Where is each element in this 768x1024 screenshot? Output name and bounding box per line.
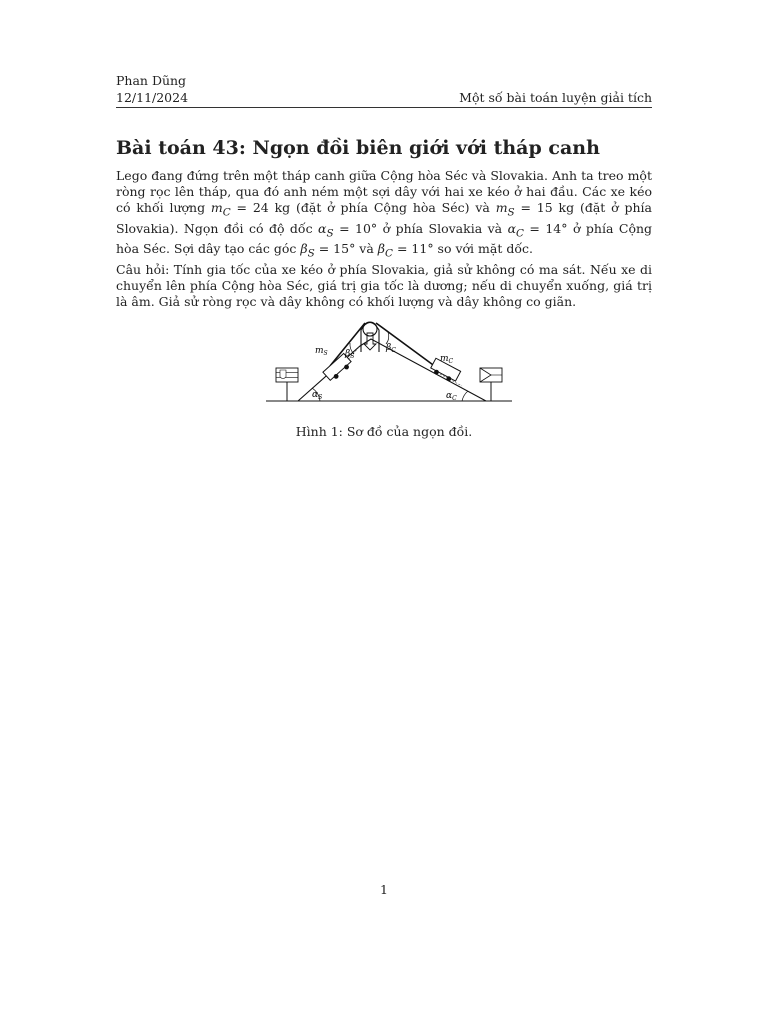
alpha-c-arc bbox=[462, 391, 468, 401]
problem-statement: Lego đang đứng trên một tháp canh giữa Cộng hòa Séc và Slovakia. Anh ta treo một ròng rọc lên tháp, qua đó anh ném một sợi dây với hai xe kéo ở hai đầu. Các xe kéo có khối lượng $m_C = 24$ kg (đặt ở phía Cộng hòa Séc) và $m_S = 15$ kg (đặt ở phía Slovakia). Ngọn đồi có độ dốc $\alpha_S = 10^\circ$ ở phía Slovakia và $\alpha_C = 14^\circ$ ở phía Cộng hòa Séc. Sợi dây tạo các góc $\beta_S = 15^\circ$ và $\beta_C = 11^\circ$ so với mặt dốc. bbox=[116, 168, 653, 260]
figure-caption: Hình 1: Sơ đồ của ngọn đồi. bbox=[295, 424, 473, 439]
hill-diagram bbox=[262, 312, 514, 408]
flag-czech bbox=[480, 368, 502, 401]
label-alpha-c: $\alpha_C$ bbox=[446, 391, 457, 402]
label-m-c: $m_C$ bbox=[440, 354, 454, 365]
flag-slovakia bbox=[276, 368, 298, 401]
label-m-s: $m_S$ bbox=[315, 346, 328, 357]
label-alpha-s: $\alpha_S$ bbox=[312, 390, 323, 401]
flag-slovakia-frame bbox=[276, 368, 298, 382]
flag-slovakia-emblem-icon bbox=[280, 370, 286, 379]
problem-title: Bài toán 43: Ngọn đồi biên giới với tháp canh bbox=[116, 137, 600, 159]
document-date: 12/11/2024 bbox=[116, 90, 189, 105]
header-rule bbox=[116, 107, 652, 108]
page-number: 1 bbox=[380, 882, 388, 897]
course-title: Một số bài toán luyện giải tích bbox=[459, 90, 652, 105]
label-beta-s: $\beta_S$ bbox=[345, 349, 355, 360]
header-left bbox=[116, 72, 188, 106]
author-name: Phan Dũng bbox=[116, 73, 187, 88]
problem-question: Câu hỏi: Tính gia tốc của xe kéo ở phía Slovakia, giả sử không có ma sát. Nếu xe di chuyển lên phía Cộng hòa Séc, giá trị gia tốc là dương; nếu di chuyển xuống, giá trị là âm. Giả sử ròng rọc và dây không có khối lượng và dây không co giãn. bbox=[116, 261, 652, 309]
problem-body bbox=[116, 168, 652, 310]
label-beta-c: $\beta_C$ bbox=[386, 343, 396, 354]
